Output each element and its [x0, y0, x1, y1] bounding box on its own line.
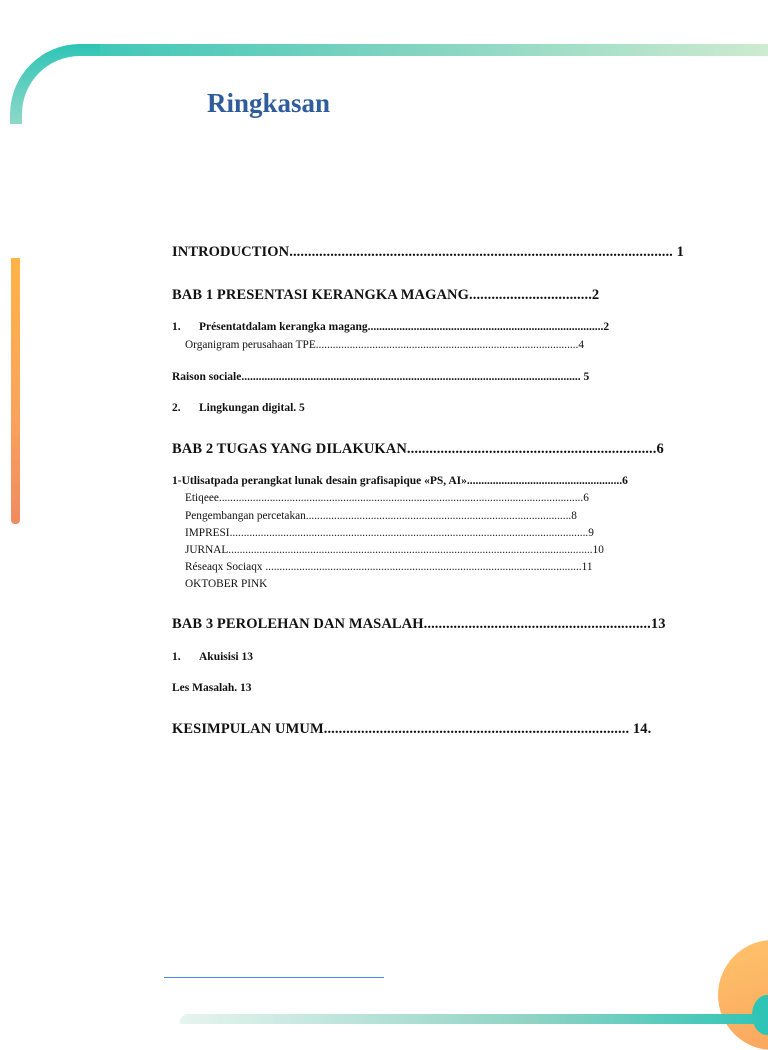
- toc-entry-bab2-item1[interactable]: 1-Utlisatpada perangkat lunak desain grafisapique «PS, AI»......................................................6: [172, 475, 628, 487]
- left-accent-bar: [11, 258, 20, 524]
- toc-entry-pengembangan[interactable]: Pengembangan percetakan..............................................................................................8: [185, 510, 577, 522]
- toc-entry-kesimpulan[interactable]: KESIMPULAN UMUM.................................................................................. 14.: [172, 721, 652, 737]
- top-band-mask: [22, 56, 768, 124]
- toc-entry-etiqeee[interactable]: Etiqeee.................................................................................................................................6: [185, 492, 589, 504]
- top-decorative-band: [10, 44, 768, 124]
- page-title: Ringkasan: [207, 88, 331, 118]
- toc-entry-impresi[interactable]: IMPRESI...............................................................................................................................9: [185, 527, 594, 539]
- toc-entry-bab2[interactable]: BAB 2 TUGAS YANG DILAKUKAN...................................................................6: [172, 441, 664, 457]
- toc-entry-bab3[interactable]: BAB 3 PEROLEHAN DAN MASALAH.............................................................13: [172, 616, 666, 632]
- top-band-bar: [10, 44, 768, 56]
- toc-entry-label: Akuisisi 13: [199, 651, 254, 663]
- toc-number: 2.: [172, 402, 181, 414]
- toc-entry-raison-sociale[interactable]: Raison sociale...................................................................................................................... 5: [172, 371, 590, 383]
- footnote-rule: [164, 977, 384, 978]
- toc-entry-label: Lingkungan digital. 5: [199, 402, 305, 414]
- toc-entry-organigram[interactable]: Organigram perusahaan TPE.............................................................................................4: [185, 339, 585, 351]
- toc-number: 1.: [172, 651, 181, 663]
- bottom-decorative-band: [180, 1014, 768, 1024]
- toc-entry-bab1[interactable]: BAB 1 PRESENTASI KERANGKA MAGANG.................................2: [172, 287, 600, 303]
- toc-entry-oktober-pink[interactable]: OKTOBER PINK: [185, 578, 268, 590]
- toc-entry-introduction[interactable]: INTRODUCTION....................................................................................................... 1: [172, 244, 684, 260]
- toc-entry-label: Présentatdalam kerangka magang..................................................................................2: [199, 321, 610, 333]
- toc-entry-reseaux-sociaux[interactable]: Réseaqx Sociaqx ................................................................................................................11: [185, 561, 593, 573]
- toc-entry-bab1-item1[interactable]: [172, 321, 609, 333]
- toc-entry-les-masalah[interactable]: Les Masalah. 13: [172, 682, 252, 694]
- toc-number: 1.: [172, 321, 181, 333]
- toc-entry-jurnal[interactable]: JURNAL.................................................................................................................................10: [185, 544, 604, 556]
- toc-entry-bab3-item1[interactable]: [172, 651, 253, 663]
- toc-entry-bab1-item2[interactable]: [172, 402, 305, 414]
